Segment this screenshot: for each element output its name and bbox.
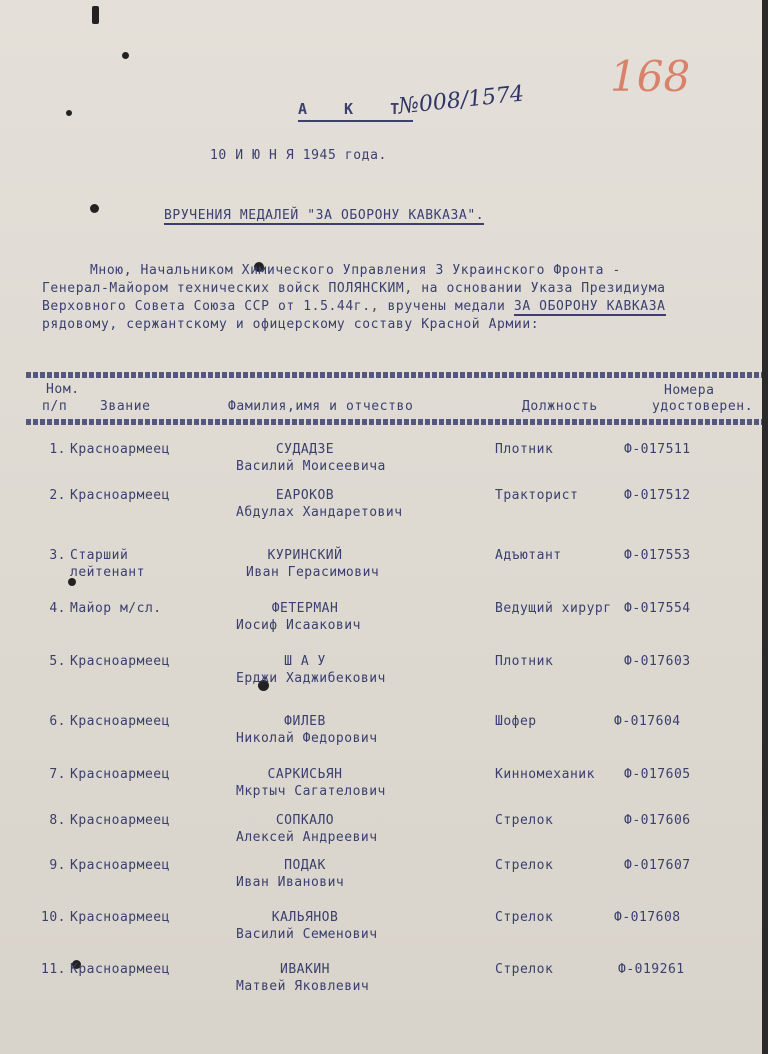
row-certificate: Ф-017603 [624,654,691,669]
row-surname: ФЕТЕРМАН [271,601,339,616]
row-number: 7. [49,767,66,782]
row-rank: Красноармеец [70,442,170,457]
table-row [0,488,768,536]
intro-line-1: Мною, Начальником Химического Управления 3 Украинского Фронта - [90,263,621,278]
table-row [0,714,768,762]
row-certificate: Ф-017512 [624,488,691,503]
row-position: Шофер [495,714,537,729]
row-number: 8. [49,813,66,828]
table-row [0,654,768,702]
row-position: Кинномеханик [495,767,595,782]
pin-hole [66,110,72,116]
row-given-name: Алексей Андреевич [236,830,378,845]
row-surname: ИВАКИН [280,962,330,977]
row-given-name: Василий Семенович [236,927,378,942]
row-given-name: Матвей Яковлевич [236,979,370,994]
row-position: Стрелок [495,910,554,925]
intro-medal-name: ЗА ОБОРОНУ КАВКАЗА [513,299,666,314]
row-certificate: Ф-017511 [624,442,691,457]
row-certificate: Ф-019261 [618,962,685,977]
row-certificate: Ф-017604 [614,714,681,729]
row-rank-line2: лейтенант [70,565,145,580]
document-date: 10 И Ю Н Я 1945 года. [210,148,387,163]
header-position: Должность [522,399,598,414]
row-surname: ЕАРОКОВ [275,488,335,503]
row-position: Стрелок [495,813,554,828]
row-number: 3. [49,548,66,563]
row-surname: КАЛЬЯНОВ [271,910,339,925]
row-rank: Красноармеец [70,714,170,729]
row-number: 1. [49,442,66,457]
row-number: 2. [49,488,66,503]
row-rank: Красноармеец [70,962,170,977]
handwritten-act-number: №008/1574 [397,81,526,120]
row-given-name: Иван Герасимович [246,565,380,580]
row-number: 9. [49,858,66,873]
row-surname: ФИЛЕВ [284,714,326,729]
row-surname: КУРИНСКИЙ [267,548,343,563]
header-num-line1: Ном. [46,382,80,397]
intro-line-4: рядовому, сержантскому и офицерскому составу Красной Армии: [42,317,540,332]
document-subject: ВРУЧЕНИЯ МЕДАЛЕЙ "ЗА ОБОРОНУ КАВКАЗА". [164,208,485,223]
row-given-name: Иван Иванович [236,875,345,890]
row-given-name: Абдулах Хандаретович [236,505,403,520]
document-title: А К Т [298,100,413,122]
table-top-rule [26,372,762,378]
row-rank: Красноармеец [70,488,170,503]
row-certificate: Ф-017608 [614,910,681,925]
row-rank: Красноармеец [70,910,170,925]
row-surname: Ш А У [284,654,326,669]
row-rank: Красноармеец [70,858,170,873]
row-surname: ПОДАК [284,858,326,873]
row-surname: СУДАДЗЕ [275,442,335,457]
header-num-line2: п/п [42,399,68,414]
row-number: 5. [49,654,66,669]
table-row [0,601,768,649]
intro-line-3-text: Верховного Совета Союза ССР от 1.5.44г., вручены медали [42,299,514,314]
row-rank: Красноармеец [70,813,170,828]
header-cert-line2: удостоверен. [652,399,754,414]
row-number: 4. [49,601,66,616]
row-rank: Красноармеец [70,767,170,782]
table-row [0,910,768,958]
header-name: Фамилия,имя и отчество [228,399,414,414]
pin-hole [92,6,99,24]
row-certificate: Ф-017607 [624,858,691,873]
row-position: Тракторист [495,488,579,503]
row-position: Ведущий хирург [495,601,612,616]
table-row [0,813,768,861]
row-rank: Красноармеец [70,654,170,669]
row-certificate: Ф-017605 [624,767,691,782]
pin-hole [122,52,129,59]
table-row [0,767,768,815]
row-certificate: Ф-017606 [624,813,691,828]
row-given-name: Иосиф Исаакович [236,618,361,633]
row-position: Плотник [495,654,554,669]
table-row [0,442,768,490]
row-position: Адъютант [495,548,562,563]
row-given-name: Мкртыч Сагателович [236,784,386,799]
row-position: Плотник [495,442,554,457]
row-rank: Старший [70,548,129,563]
row-position: Стрелок [495,858,554,873]
intro-line-2: Генерал-Майором технических войск ПОЛЯНСКИМ, на основании Указа Президиума [42,281,666,296]
row-given-name: Ерджи Хаджибекович [236,671,386,686]
row-given-name: Василий Моисеевича [236,459,386,474]
pin-hole [90,204,99,213]
archive-page-number: 168 [610,52,691,101]
row-number: 10. [41,910,66,925]
row-certificate: Ф-017553 [624,548,691,563]
header-rank: Звание [100,399,151,414]
table-header-rule [26,419,762,425]
table-row [0,858,768,906]
row-rank: Майор м/сл. [70,601,162,616]
intro-line-3 [42,299,666,314]
table-row [0,548,768,596]
row-surname: САРКИСЬЯН [267,767,343,782]
table-row [0,962,768,1010]
header-cert-line1: Номера [664,383,715,398]
row-number: 6. [49,714,66,729]
row-surname: СОПКАЛО [275,813,335,828]
row-position: Стрелок [495,962,554,977]
row-certificate: Ф-017554 [624,601,691,616]
row-number: 11. [41,962,66,977]
row-given-name: Николай Федорович [236,731,378,746]
